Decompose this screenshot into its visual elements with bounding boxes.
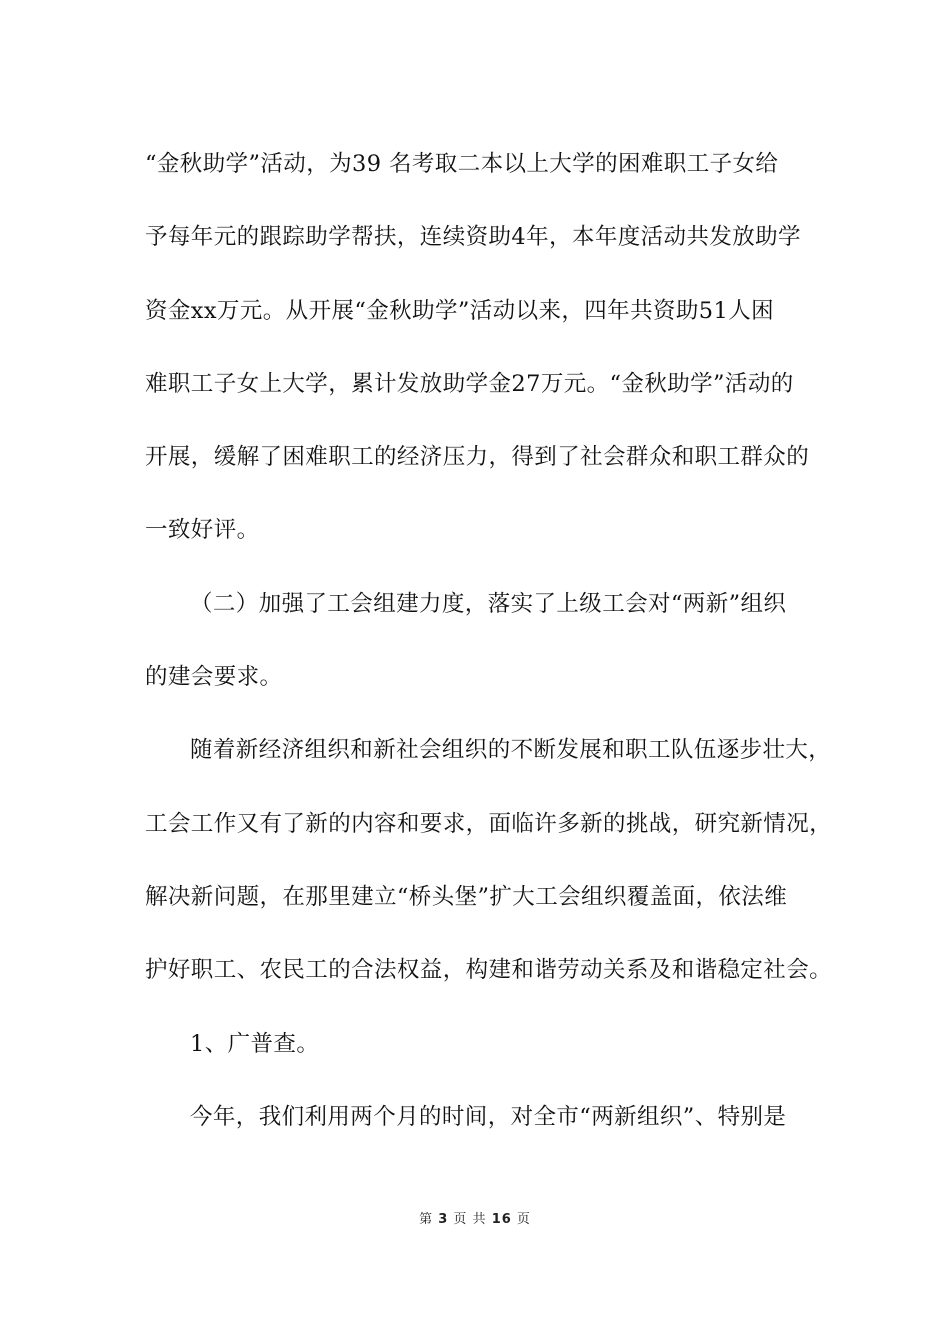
text-line-12: 护好职工、农民工的合法权益，构建和谐劳动关系及和谐稳定社会。 — [145, 957, 833, 984]
text-line-3: 资金xx万元。从开展“金秋助学”活动以来，四年共资助51人困 — [145, 297, 775, 324]
text-line-1: “金秋助学”活动，为39 名考取二本以上大学的困难职工子女给 — [145, 151, 779, 177]
paragraph-start: 随着新经济组织和新社会组织的不断发展和职工队伍逐步壮大， — [190, 737, 832, 764]
subheading-1: 1、广普查。 — [190, 1030, 320, 1057]
current-page-number: 3 — [438, 1212, 449, 1227]
total-pages-number: 16 — [491, 1212, 512, 1227]
text-line-6: 一致好评。 — [145, 517, 260, 544]
body-text — [145, 128, 833, 1154]
text-line-4: 难职工子女上大学，累计发放助学金27万元。“金秋助学”活动的 — [145, 370, 794, 397]
text-line-11: 解决新问题，在那里建立“桥头堡”扩大工会组织覆盖面，依法维 — [145, 883, 788, 910]
text-line-5: 开展，缓解了困难职工的经济压力，得到了社会群众和职工群众的 — [145, 444, 810, 471]
paragraph-start-2: 今年，我们利用两个月的时间，对全市“两新组织”、特别是 — [190, 1103, 787, 1130]
footer-middle: 页 共 — [453, 1212, 487, 1227]
page-footer — [0, 1208, 950, 1227]
section-heading-2: （二）加强了工会组建力度，落实了上级工会对“两新”组织 — [190, 590, 787, 617]
text-line-8: 的建会要求。 — [145, 664, 283, 691]
footer-suffix: 页 — [516, 1212, 531, 1227]
footer-prefix: 第 — [419, 1212, 434, 1227]
text-line-2: 予每年元的跟踪助学帮扶，连续资助4年，本年度活动共发放助学 — [145, 224, 801, 251]
text-line-10: 工会工作又有了新的内容和要求，面临许多新的挑战，研究新情况， — [145, 810, 833, 837]
